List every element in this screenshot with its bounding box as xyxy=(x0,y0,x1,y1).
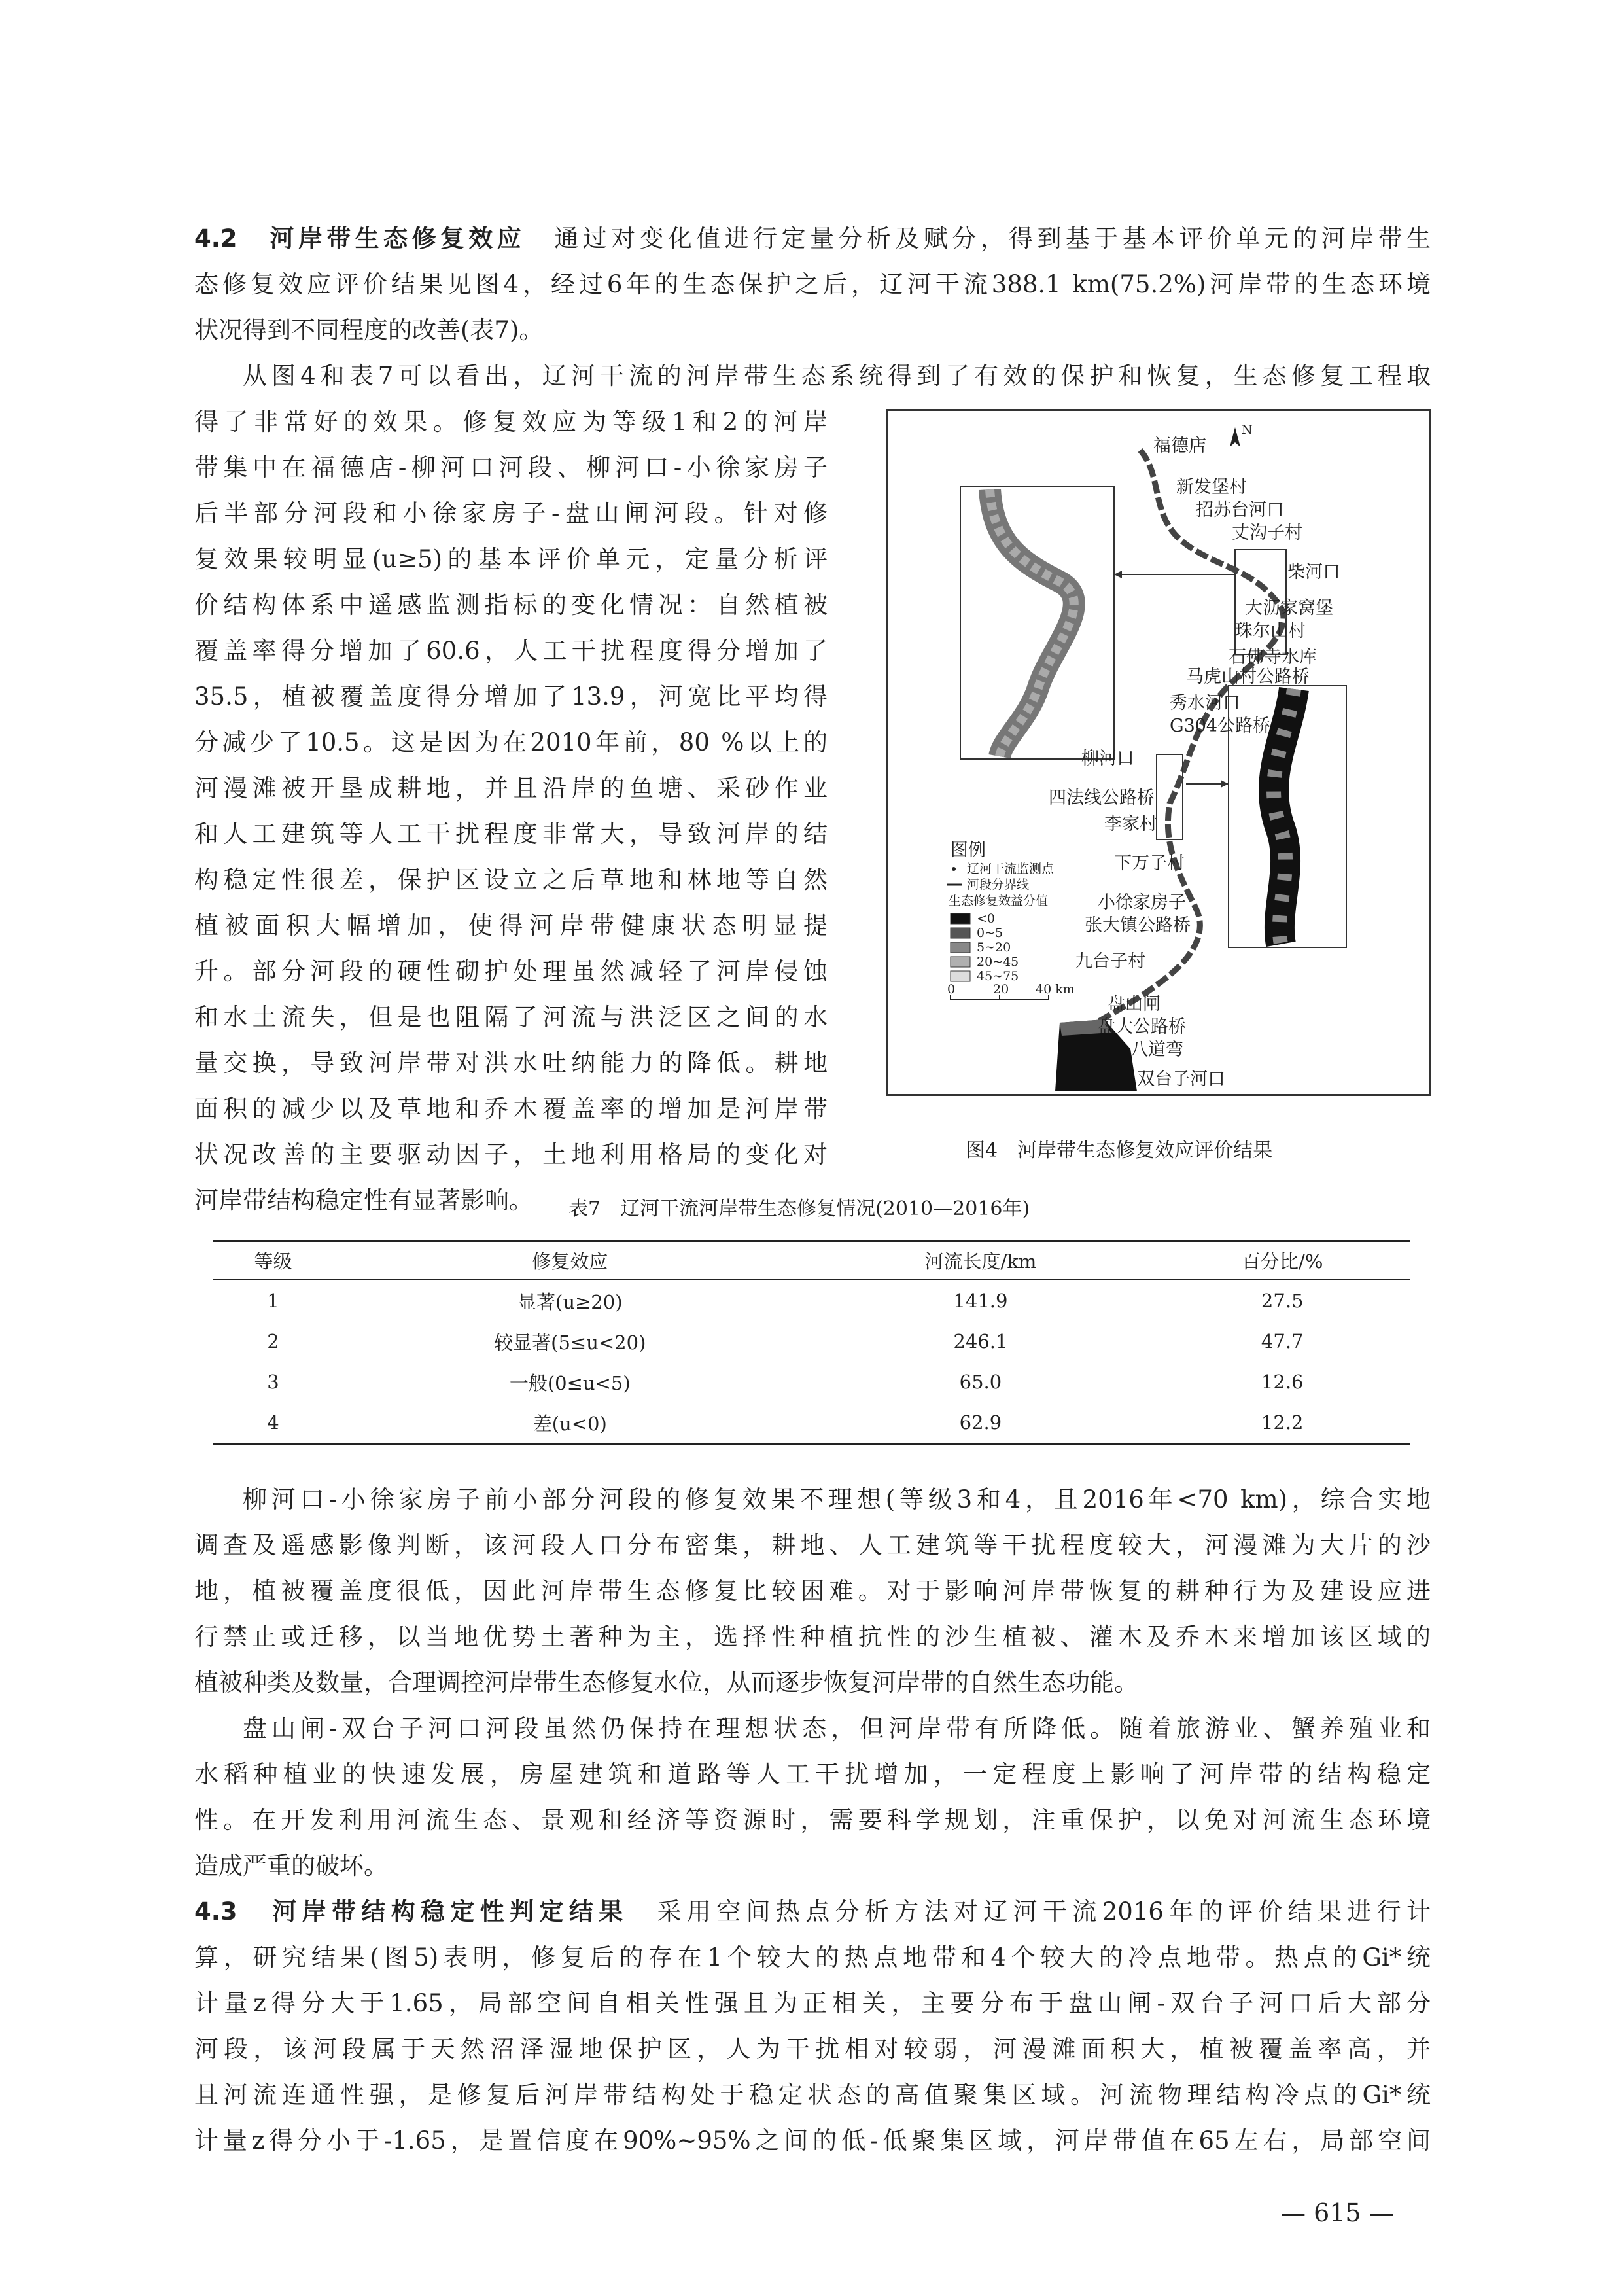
table-row: 1 显著(u≥20) 141.9 27.5 xyxy=(267,1290,1304,1313)
legend-swatches xyxy=(951,911,1019,983)
text-line: 价结构体系中遥感监测指标的变化情况：自然植被 xyxy=(194,591,828,619)
text-line: 河漫滩被开垦成耕地，并且沿岸的鱼塘、采砂作业 xyxy=(194,774,828,802)
text-line: 量交换，导致河岸带对洪水吐纳能力的降低。耕地 xyxy=(194,1049,828,1077)
table-row: 2 较显著(5≤u<20) 246.1 47.7 xyxy=(267,1330,1304,1354)
svg-text:0: 0 xyxy=(947,982,956,997)
text-line: 通过对变化值进行定量分析及赋分，得到基于基本评价单元的河岸带生 xyxy=(554,224,1431,253)
legend-class-label: 0~5 xyxy=(977,926,1003,940)
page-number: — 615 — xyxy=(1281,2199,1394,2227)
svg-text:大沥家窝堡: 大沥家窝堡 xyxy=(1245,598,1333,618)
text-line: 河段，该河段属于天然沼泽湿地保护区，人为干扰相对较弱，河漫滩面积大，植被覆盖率高，并 xyxy=(194,2035,1431,2063)
text-line: 分减少了10.5。这是因为在2010年前，80 %以上的 xyxy=(194,728,828,756)
text-line: 且河流连通性强，是修复后河岸带结构处于稳定状态的高值聚集区域。河流物理结构冷点的Gi*统 xyxy=(194,2081,1431,2109)
text-line: 带集中在福德店-柳河口河段、柳河口-小徐家房子 xyxy=(194,453,828,482)
svg-text:小徐家房子: 小徐家房子 xyxy=(1098,892,1186,913)
svg-text:丈沟子村: 丈沟子村 xyxy=(1232,523,1302,543)
section-heading: 4.2 河岸带生态修复效应 xyxy=(194,224,526,253)
svg-text:珠尔山村: 珠尔山村 xyxy=(1235,621,1306,641)
paragraph-2 xyxy=(194,353,1431,399)
text-line: 面积的减少以及草地和乔木覆盖率的增加是河岸带 xyxy=(194,1095,828,1123)
text-line: 构稳定性很差，保护区设立之后草地和林地等自然 xyxy=(194,866,828,894)
text-line: 水稻种植业的快速发展，房屋建筑和道路等人工干扰增加，一定程度上影响了河岸带的结构稳定 xyxy=(194,1760,1431,1788)
svg-text:石佛寺水库: 石佛寺水库 xyxy=(1229,647,1317,667)
table-row: 4 差(u<0) 62.9 12.2 xyxy=(213,1402,1410,1444)
svg-text:盘大公路桥: 盘大公路桥 xyxy=(1098,1017,1186,1037)
legend-swatch xyxy=(951,957,970,967)
svg-text:李家村: 李家村 xyxy=(1104,814,1157,834)
figure-4-map xyxy=(886,409,1431,1096)
text-line: 柳河口-小徐家房子前小部分河段的修复效果不理想(等级3和4，且2016年<70 km)，综合实地 xyxy=(243,1485,1431,1513)
text-line: 复效果较明显(u≥5)的基本评价单元，定量分析评 xyxy=(194,545,828,573)
text-line: 河岸带结构稳定性有显著影响。 xyxy=(194,1186,533,1214)
text-line: 态修复效应评价结果见图4，经过6年的生态保护之后，辽河干流388.1 km(75.2%)河岸带的生态环境 xyxy=(194,270,1431,298)
svg-text:生态修复效益分值: 生态修复效益分值 xyxy=(949,894,1049,908)
svg-text:四法线公路桥: 四法线公路桥 xyxy=(1049,788,1155,808)
table-header-row xyxy=(213,1241,1410,1280)
text-line: 盘山闸-双台子河口河段虽然仍保持在理想状态，但河岸带有所降低。随着旅游业、蟹养殖业和 xyxy=(243,1714,1431,1742)
legend-class-label: 20~45 xyxy=(977,955,1019,969)
section-4-3-paragraph xyxy=(194,1889,1431,2164)
legend-swatch xyxy=(951,942,970,953)
paragraph-4 xyxy=(194,1706,1431,1889)
text-line: 和水土流失，但是也阻隔了河流与洪泛区之间的水 xyxy=(194,1003,828,1031)
svg-text:N: N xyxy=(1242,423,1253,437)
legend-class-label: 5~20 xyxy=(977,940,1011,955)
text-line: 覆盖率得分增加了60.6，人工干扰程度得分增加了 xyxy=(194,637,828,665)
header-grade: 等级 xyxy=(213,1241,334,1280)
legend-class-label: 45~75 xyxy=(977,969,1019,983)
svg-text:40 km: 40 km xyxy=(1036,982,1075,997)
text-line: 状况得到不同程度的改善(表7)。 xyxy=(194,316,544,344)
table-7-caption: 表7 辽河干流河岸带生态修复情况(2010—2016年) xyxy=(568,1197,1030,1220)
legend-swatch xyxy=(951,971,970,981)
text-line: 和人工建筑等人工干扰程度非常大，导致河岸的结 xyxy=(194,820,828,848)
text-line: 计量z得分大于1.65，局部空间自相关性强且为正相关，主要分布于盘山闸-双台子河口后大部分 xyxy=(194,1989,1431,2017)
map-svg xyxy=(888,411,1429,1094)
text-line: 后半部分河段和小徐家房子-盘山闸河段。针对修 xyxy=(194,499,828,527)
north-arrow-icon xyxy=(1230,423,1253,447)
figure-4-caption: 图4 河岸带生态修复效应评价结果 xyxy=(966,1139,1273,1162)
text-line: 性。在开发利用河流生态、景观和经济等资源时，需要科学规划，注重保护，以免对河流生态环境 xyxy=(194,1806,1431,1834)
svg-text:马虎山村公路桥: 马虎山村公路桥 xyxy=(1186,667,1310,687)
text-line: 35.5，植被覆盖度得分增加了13.9，河宽比平均得 xyxy=(194,682,828,711)
text-line: 采用空间热点分析方法对辽河干流2016年的评价结果进行计 xyxy=(657,1898,1431,1926)
svg-text:辽河干流监测点: 辽河干流监测点 xyxy=(967,862,1055,876)
table-row: 3 一般(0≤u<5) 65.0 12.6 xyxy=(267,1371,1304,1394)
svg-text:盘山闸: 盘山闸 xyxy=(1108,994,1161,1014)
text-line: 造成严重的破坏。 xyxy=(194,1852,388,1880)
svg-text:双台子河口: 双台子河口 xyxy=(1137,1069,1225,1089)
svg-text:图例: 图例 xyxy=(951,840,986,860)
header-length: 河流长度/km xyxy=(806,1241,1155,1280)
legend-class-label: <0 xyxy=(977,911,996,926)
text-line: 行禁止或迁移，以当地优势土著种为主，选择性种植抗性的沙生植被、灌木及乔木来增加该区域的 xyxy=(194,1623,1431,1651)
header-effect: 修复效应 xyxy=(334,1241,806,1280)
text-line: 升。部分河段的硬性砌护处理虽然减轻了河岸侵蚀 xyxy=(194,957,828,985)
svg-text:G304公路桥: G304公路桥 xyxy=(1170,716,1271,736)
svg-text:秀水河口: 秀水河口 xyxy=(1170,693,1240,713)
svg-text:20: 20 xyxy=(993,982,1009,997)
svg-text:福德店: 福德店 xyxy=(1153,436,1206,456)
legend-swatch xyxy=(951,928,970,938)
map-legend xyxy=(947,840,1075,1000)
text-line: 植被种类及数量，合理调控河岸带生态修复水位，从而逐步恢复河岸带的自然生态功能。 xyxy=(194,1669,1138,1697)
text-line: 植被面积大幅增加，使得河岸带健康状态明显提 xyxy=(194,911,828,940)
svg-text:柳河口: 柳河口 xyxy=(1081,749,1134,769)
text-line: 计量z得分小于-1.65，是置信度在90%~95%之间的低-低聚集区域，河岸带值在65左右，局部空间 xyxy=(194,2127,1431,2155)
section-4-2-paragraph xyxy=(194,216,1431,353)
paragraph-2-wrap xyxy=(194,399,828,1224)
text-line: 地，植被覆盖度很低，因此河岸带生态修复比较困难。对于影响河岸带恢复的耕种行为及建设应进 xyxy=(194,1577,1431,1605)
text-line: 算，研究结果(图5)表明，修复后的存在1个较大的热点地带和4个较大的冷点地带。热点的Gi*统 xyxy=(194,1943,1431,1971)
svg-text:柴河口: 柴河口 xyxy=(1287,562,1340,582)
svg-text:下万子村: 下万子村 xyxy=(1114,853,1185,874)
section-heading: 4.3 河岸带结构稳定性判定结果 xyxy=(194,1898,629,1926)
paragraph-3 xyxy=(194,1477,1431,1706)
svg-text:九台子村: 九台子村 xyxy=(1075,951,1145,972)
svg-text:张大镇公路桥: 张大镇公路桥 xyxy=(1085,915,1191,936)
svg-text:河段分界线: 河段分界线 xyxy=(967,877,1030,892)
text-line: 调查及遥感影像判断，该河段人口分布密集，耕地、人工建筑等干扰程度较大，河漫滩为大片的沙 xyxy=(194,1531,1431,1559)
svg-text:八道弯: 八道弯 xyxy=(1130,1040,1183,1060)
header-percent: 百分比/% xyxy=(1155,1241,1410,1280)
text-line: 从图4和表7可以看出，辽河干流的河岸带生态系统得到了有效的保护和恢复，生态修复工程取 xyxy=(243,362,1431,390)
table-7 xyxy=(213,1240,1410,1445)
svg-text:新发堡村: 新发堡村 xyxy=(1176,477,1247,497)
text-line: 得了非常好的效果。修复效应为等级1和2的河岸 xyxy=(194,408,828,436)
svg-text:招苏台河口: 招苏台河口 xyxy=(1196,500,1284,520)
legend-swatch xyxy=(951,913,970,924)
text-line: 状况改善的主要驱动因子，土地利用格局的变化对 xyxy=(194,1140,828,1169)
